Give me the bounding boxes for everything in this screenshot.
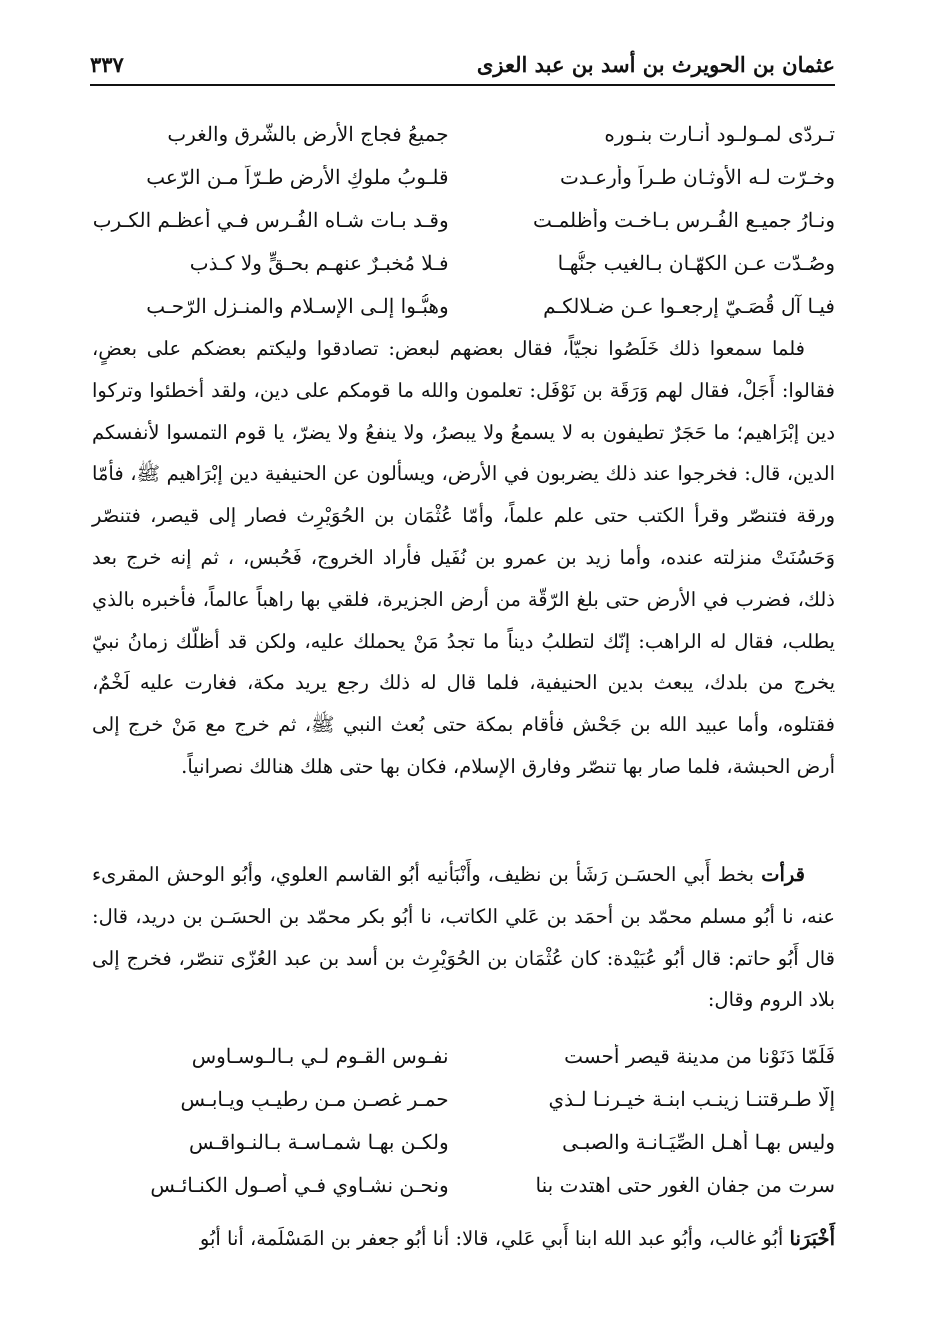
closing-paragraph	[92, 1218, 835, 1260]
verse-first-hemistich: ونـارُ جميـع الفُـرس بـاخـت وأظلمـت	[532, 207, 835, 232]
verse-first-hemistich: فَلَمّا دَنَوْنا من مدينة قيصر أحست	[564, 1043, 835, 1068]
header-divider	[90, 84, 835, 86]
verse-first-hemistich: وليس بهـا أهـل الصِّيَـانـة والصبـى	[562, 1129, 835, 1154]
verse-second-hemistich: فـلا مُخبـرٌ عنهـم بحـقٍّ ولا كـذب	[189, 250, 449, 275]
verse-first-hemistich: وصُـدّت عـن الكهّـان بـالغيب جنُّهـا	[557, 250, 835, 275]
verse-second-hemistich: قلـوبُ ملوكِ الأرض طـرّاً مـن الرّعب	[146, 164, 449, 189]
verse-first-hemistich: فيـا آل قُصَـيّ إرجعـوا عـن ضـلالكـم	[543, 293, 835, 318]
verse-second-hemistich: حمـر غصـن مـن رطيـبٍ ويـابـس	[180, 1086, 449, 1111]
poem-first	[92, 112, 835, 327]
verse	[92, 112, 835, 155]
paragraph-text: فلما سمعوا ذلك خَلَصُوا نجيّاً، فقال بعضهم لبعض: تصادقوا وليكتم بعضكم على بعضٍ، فقالوا: أَجَلْ، فقال لهم وَرَقَة بن نَوْفَل: تعلمون والله ما قومكم على دين، ولقد أخطئوا وتركوا دين إبْرَاهيم؛ ما حَجَرٌ تطيفون به لا يسمعُ ولا يبصرُ، ولا ينفعُ ولا يضرّ، يا قوم التمسوا لأنفسكم الدين، قال: فخرجوا عند ذلك يضربون في الأرض، ويسألون عن الحنيفية دين إبْرَاهيم ﷺ، فأمّا ورقة فتنصّر وقرأ الكتب حتى علم علماً، وأمّا عُثْمَان بن الحُوَيْرِث فصار إلى قيصر، فتنصّر وَحَسُنَتْ منزلته عنده، وأما زيد بن عمرو بن نُفَيل فأراد الخروج، فَحُبس، ، ثم إنه خرج بعد ذلك، فضرب في الأرض حتى بلغ الرّقّة من أرض الجزيرة، فلقي بها راهباً عالماً، فأخبره بالذي يطلب، فقال له الراهب: إنّك لتطلبُ ديناً ما تجدُ مَنْ يحملك عليه، ولكن قد أظلّك زمانُ نبيّ يخرج من بلدك، يبعث بدين الحنيفية، فلما قال له ذلك رجع يريد مكة، فغارت عليه لَخْمٌ، فقتلوه، وأما عبيد الله بن جَحْش فأقام بمكة حتى بُعث النبي ﷺ، ثم خرج مع مَنْ خرج إلى أرض الحبشة، فلما صار بها تنصّر وفارق الإسلام، فكان بها حتى هلك هنالك نصرانياً.	[92, 337, 835, 778]
verse-first-hemistich: سرت من جفان الغور حتى اهتدت بنا	[535, 1172, 835, 1197]
verse	[92, 1163, 835, 1206]
paragraph-lead-word: أَخْبَرَنا	[789, 1227, 835, 1250]
verse-first-hemistich: إلّا طـرقتنـا زينـب ابنـة خيـرنـا لـذي	[548, 1086, 835, 1111]
running-header	[90, 44, 835, 84]
poem-second	[92, 1034, 835, 1206]
verse-second-hemistich: وهبُّـوا إلـى الإسـلام والمنـزل الرّحـب	[146, 293, 449, 318]
verse	[92, 155, 835, 198]
verse-second-hemistich: جميعُ فجاج الأرض بالشّرق والغرب	[167, 121, 449, 146]
narrative-paragraph	[92, 328, 835, 788]
verse	[92, 198, 835, 241]
verse	[92, 1120, 835, 1163]
paragraph-text: أبُو غالب، وأبُو عبد الله ابنا أَبي عَلي، قالا: أنا أبُو جعفر بن المَسْلَمة، أنا أبُو	[199, 1227, 784, 1250]
paragraph-text: بخط أَبي الحسَـن رَشَأ بن نظيف، وأَنْبَأنيه أبُو القاسم العلوي، وأبُو الوحش المقرىء عنه، نا أبُو مسلم محمّد بن أحمَد بن عَلي الكاتب، نا أبُو بكر محمّد بن الحسَـن بن دريد، قال: قال أَبُو حاتم: قال أبُو عُبَيْدة: كان عُثْمَان بن الحُوَيْرِث بن أسد بن عبد العُزّى تنصّر، فخرج إلى بلاد الروم وقال:	[92, 863, 835, 1012]
verse-second-hemistich: ونحـن نشـاوي فـي أصـول الكنـائـس	[150, 1172, 449, 1197]
verse	[92, 1077, 835, 1120]
verse	[92, 284, 835, 327]
verse-first-hemistich: وخـرّت لـه الأوثـان طـراً وأرعـدت	[559, 164, 835, 189]
verse-second-hemistich: نفـوس القـوم لـي بـالـوسـاوس	[191, 1043, 449, 1068]
isnad-paragraph	[92, 854, 835, 1021]
verse-first-hemistich: تـردّى لمـولـود أنـارت بنـوره	[604, 121, 835, 146]
verse-second-hemistich: وقـد بـات شـاه الفُـرس فـي أعظـم الكـرب	[92, 207, 449, 232]
verse-second-hemistich: ولكـن بهـا شمـاسـة بـالنـواقـس	[189, 1129, 449, 1154]
page-number: ٣٣٧	[90, 51, 124, 77]
verse	[92, 1034, 835, 1077]
header-title: عثمان بن الحويرث بن أسد بن عبد العزى	[476, 51, 835, 77]
paragraph-lead-word: قرأت	[761, 863, 805, 886]
verse	[92, 241, 835, 284]
